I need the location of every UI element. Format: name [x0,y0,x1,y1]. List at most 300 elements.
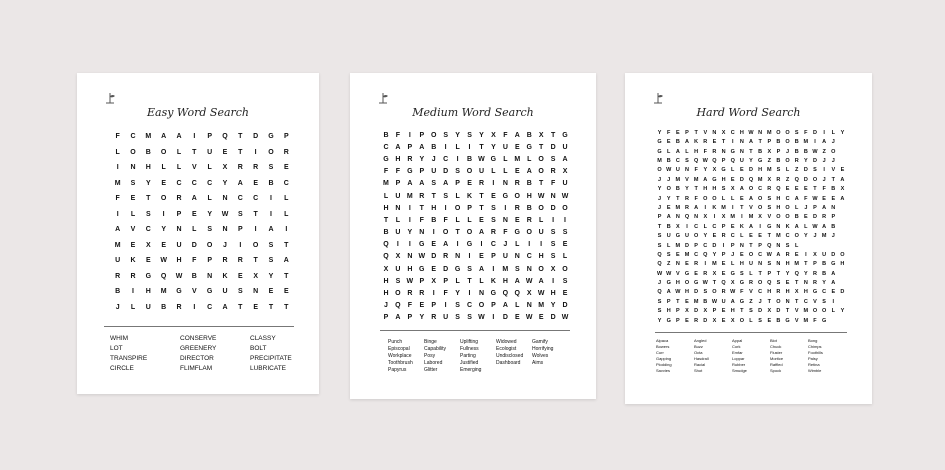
grid-letter: W [812,195,818,202]
grid-letter: A [407,180,413,188]
grid-letter: H [395,155,401,163]
grid-letter: S [813,167,817,174]
grid-letter: R [749,280,753,287]
grid-letter: K [130,257,136,265]
grid-letter: T [740,204,744,211]
bird-on-branch-logo [652,91,664,105]
grid-letter: E [758,233,762,240]
word-list-item: Curr [656,350,664,355]
word-list-item: LUBRICATE [250,365,286,372]
grid-letter: X [491,131,496,139]
grid-letter: L [515,302,520,310]
grid-letter: R [703,139,708,146]
grid-letter: S [467,131,472,139]
word-list-item: Labored [424,360,443,366]
grid-letter: H [721,176,726,183]
word-list-item: WHIM [110,335,129,342]
grid-letter: S [467,314,472,322]
grid-letter: O [268,148,274,156]
grid-letter: F [804,195,808,202]
word-list-item: Widowed [496,339,517,345]
grid-letter: V [703,129,708,136]
grid-letter: E [685,261,689,268]
word-list-item: Foothills [808,350,823,355]
grid-letter: U [395,229,401,237]
word-list-item: Justified [460,360,479,366]
grid-letter: B [666,223,671,230]
grid-letter: O [712,195,717,202]
grid-letter: E [666,139,671,146]
grid-letter: A [526,168,532,176]
grid-letter: M [502,265,509,273]
grid-letter: H [785,289,790,296]
grid-letter: H [502,277,508,285]
grid-letter: C [730,233,735,240]
grid-letter: O [252,241,259,249]
grid-letter: L [284,195,289,203]
grid-letter: T [740,308,744,315]
grid-letter: W [766,251,772,258]
grid-letter: J [831,139,835,146]
grid-letter: G [176,288,182,296]
grid-letter: O [785,214,790,221]
grid-letter: O [657,167,662,174]
grid-letter: I [162,210,165,218]
grid-letter: I [254,226,257,234]
grid-letter: W [561,314,569,322]
grid-letter: L [455,277,460,285]
grid-letter: S [657,233,662,240]
grid-letter: M [675,176,681,183]
grid-letter: J [822,176,826,183]
grid-letter: P [431,302,437,310]
grid-letter: M [514,155,521,163]
grid-letter: G [821,317,827,324]
grid-letter: R [776,176,781,183]
grid-letter: E [253,179,258,187]
grid-letter: X [813,251,817,258]
word-list-item: Binge [424,339,437,345]
word-list-item: PRECIPITATE [250,355,292,362]
grid-letter: X [721,214,726,221]
grid-letter: P [721,158,726,165]
grid-letter: L [395,216,401,224]
grid-letter: M [748,214,754,221]
grid-letter: E [676,129,680,136]
grid-letter: E [721,270,726,277]
grid-letter: X [794,289,799,296]
word-list-item: Bong [808,338,818,343]
grid-letter: T [795,280,799,287]
page-title: Easy Word Search [146,106,250,119]
grid-letter: M [114,241,121,249]
grid-letter: R [443,253,449,261]
grid-letter: I [408,216,411,224]
grid-letter: A [794,195,799,202]
word-list-item: Fluster [770,350,783,355]
grid-letter: S [550,241,556,249]
grid-letter: B [666,158,671,165]
grid-letter: Q [693,158,699,165]
grid-letter: D [813,129,817,136]
grid-letter: S [550,155,556,163]
grid-letter: G [514,229,520,237]
word-list-item: Alpaca [656,338,669,343]
grid-letter: R [115,272,121,280]
grid-letter: D [739,176,744,183]
grid-letter: X [395,253,401,261]
divider [380,330,570,331]
grid-letter: I [239,241,242,249]
grid-letter: M [657,158,662,165]
grid-letter: C [526,253,532,261]
grid-letter: B [794,148,799,155]
word-list-item: Mortice [770,356,784,361]
grid-letter: O [160,148,167,156]
grid-letter: O [785,204,790,211]
grid-letter: T [431,192,436,200]
grid-letter: A [443,180,449,188]
grid-letter: L [176,148,182,156]
grid-letter: U [502,143,508,151]
grid-letter: F [443,216,448,224]
word-list-item: Chimps [808,344,822,349]
grid-letter: A [502,302,508,310]
grid-letter: G [721,167,726,174]
grid-letter: L [731,167,735,174]
grid-letter: Y [550,302,556,310]
grid-letter: E [514,168,520,176]
grid-letter: Y [491,143,496,151]
grid-letter: S [776,280,781,287]
word-list-item: Plodding [656,362,672,367]
grid-letter: E [145,257,151,265]
grid-letter: G [812,289,818,296]
word-list-item: Loppar [732,356,745,361]
grid-letter: A [478,229,484,237]
grid-letter: V [749,289,753,296]
grid-letter: I [396,241,399,249]
grid-letter: D [840,289,845,296]
grid-letter: F [395,131,401,139]
grid-letter: T [721,139,726,146]
grid-letter: H [840,261,845,268]
word-list-item: Papyrus [388,367,407,373]
grid-letter: D [550,314,556,322]
grid-letter: A [703,176,708,183]
grid-letter: I [116,210,119,218]
worksheet-easy [77,73,319,394]
grid-letter: Y [657,186,662,193]
grid-letter: L [467,216,472,224]
word-list-item: Shot [694,368,703,373]
grid-letter: T [192,148,197,156]
word-list-item: Racial [694,362,706,367]
grid-letter: A [776,251,781,258]
grid-letter: I [731,204,734,211]
grid-letter: X [145,241,151,249]
grid-letter: A [562,155,568,163]
grid-letter: B [191,272,197,280]
grid-letter: B [803,148,808,155]
grid-letter: H [550,290,556,298]
grid-letter: G [145,272,152,280]
grid-letter: Q [502,290,509,298]
grid-letter: A [514,277,520,285]
grid-letter: T [238,133,243,141]
grid-letter: F [740,289,744,296]
word-list-item: CLASSY [250,335,276,342]
word-list-item: DIRECTOR [180,355,214,362]
grid-letter: L [455,216,460,224]
grid-letter: W [666,167,672,174]
grid-letter: J [503,241,508,249]
grid-letter: A [419,180,425,188]
grid-letter: S [822,298,826,305]
grid-letter: N [526,265,532,273]
grid-letter: U [502,253,508,261]
grid-letter: E [514,216,520,224]
grid-letter: T [238,148,243,156]
grid-letter: Y [703,167,708,174]
grid-letter: B [831,186,836,193]
grid-letter: I [456,241,459,249]
grid-letter: I [814,139,816,146]
grid-letter: U [675,167,680,174]
grid-letter: P [491,253,496,261]
grid-letter: P [207,133,212,141]
word-list-item: TRANSPIRE [110,355,148,362]
grid-letter: X [758,214,762,221]
grid-letter: X [703,308,708,315]
grid-letter: D [703,317,708,324]
grid-letter: P [443,277,448,285]
grid-letter: E [130,195,136,203]
grid-letter: W [666,270,672,277]
grid-letter: A [419,143,425,151]
grid-letter: E [237,272,243,280]
grid-letter: S [395,277,401,285]
grid-letter: N [803,280,808,287]
grid-letter: N [419,229,425,237]
grid-letter: G [739,280,744,287]
grid-letter: N [694,214,699,221]
grid-letter: A [222,303,228,311]
grid-letter: H [776,195,781,202]
bird-on-branch-logo [104,91,116,105]
grid-letter: P [676,308,680,315]
grid-letter: T [804,261,808,268]
grid-letter: Q [721,280,726,287]
grid-letter: F [419,216,424,224]
grid-letter: N [739,148,744,155]
grid-letter: T [467,277,472,285]
grid-letter: P [657,214,662,221]
grid-letter: N [785,298,790,305]
grid-letter: O [538,168,544,176]
grid-letter: G [785,317,790,324]
word-list-item: Savvies [656,368,671,373]
grid-letter: E [431,265,437,273]
word-list-item: Wolves [532,353,549,359]
grid-letter: S [237,288,243,296]
grid-letter: R [694,317,699,324]
grid-letter: V [794,317,799,324]
grid-letter: I [564,216,566,224]
word-list-item: Gapping [656,356,672,361]
grid-letter: O [757,204,763,211]
grid-letter: O [739,317,744,324]
grid-letter: K [739,223,744,230]
grid-letter: J [758,298,762,305]
grid-letter: J [804,204,808,211]
grid-letter: C [237,195,243,203]
grid-letter: O [206,241,213,249]
grid-letter: I [116,164,119,172]
grid-letter: E [479,253,484,261]
word-list-item: Appal [732,338,743,343]
grid-letter: A [730,298,735,305]
grid-letter: L [284,210,289,218]
grid-letter: R [176,303,182,311]
grid-letter: S [721,186,726,193]
page-title: Medium Word Search [412,106,534,119]
grid-letter: T [749,148,753,155]
word-list-item: Dashboard [496,360,521,366]
grid-letter: H [803,289,808,296]
grid-letter: A [115,226,121,234]
grid-letter: O [840,251,845,258]
word-list-item: Emfar [732,350,743,355]
grid-letter: A [675,148,680,155]
grid-letter: R [767,186,772,193]
grid-letter: J [731,251,735,258]
grid-letter: C [145,226,151,234]
grid-letter: Q [383,241,389,249]
grid-letter: K [490,277,496,285]
grid-letter: S [794,129,799,136]
grid-letter: V [749,204,753,211]
grid-letter: R [407,290,413,298]
grid-letter: H [712,186,717,193]
grid-letter: B [703,298,708,305]
grid-letter: B [431,143,437,151]
grid-letter: N [395,204,401,212]
grid-letter: T [146,195,151,203]
grid-letter: P [776,148,781,155]
grid-letter: H [176,257,182,265]
grid-letter: I [832,298,835,305]
grid-letter: E [694,270,698,277]
grid-letter: C [130,133,136,141]
grid-letter: G [693,280,699,287]
grid-letter: J [658,280,662,287]
grid-letter: O [538,204,544,212]
grid-letter: O [454,204,461,212]
grid-letter: G [407,168,413,176]
grid-letter: M [794,261,799,268]
grid-letter: O [703,195,708,202]
grid-letter: W [478,314,485,322]
grid-letter: H [758,167,763,174]
grid-letter: D [253,133,259,141]
grid-letter: B [758,148,763,155]
grid-letter: R [794,158,799,165]
grid-letter: S [455,314,460,322]
grid-letter: F [703,148,707,155]
grid-letter: U [562,143,568,151]
grid-letter: S [740,270,744,277]
grid-letter: L [831,129,835,136]
grid-letter: P [721,251,726,258]
grid-letter: F [813,317,817,324]
grid-letter: S [268,241,274,249]
grid-letter: I [270,210,272,218]
grid-letter: X [685,308,689,315]
grid-letter: A [666,214,671,221]
grid-letter: Y [804,158,808,165]
grid-letter: L [491,168,496,176]
grid-letter: S [145,210,151,218]
grid-letter: Y [840,308,845,315]
grid-letter: L [503,155,508,163]
grid-letter: L [749,317,753,324]
grid-letter: D [813,214,817,221]
grid-letter: U [395,192,401,200]
grid-letter: M [684,251,690,258]
grid-letter: O [748,251,754,258]
grid-letter: U [666,233,671,240]
grid-letter: S [685,158,689,165]
grid-letter: T [479,204,484,212]
grid-letter: L [503,168,508,176]
grid-letter: X [730,186,735,193]
grid-letter: G [206,288,213,296]
grid-letter: O [666,186,671,193]
grid-letter: S [666,251,671,258]
grid-letter: G [831,261,836,268]
grid-letter: Q [767,280,772,287]
grid-letter: E [479,216,484,224]
grid-letter: M [803,317,809,324]
grid-letter: I [552,216,555,224]
grid-letter: C [703,242,708,249]
grid-letter: R [237,164,243,172]
word-list-item: Raffled [770,362,783,367]
grid-letter: B [526,131,532,139]
grid-letter: O [776,214,781,221]
grid-letter: B [268,179,274,187]
grid-letter: G [666,317,671,324]
grid-letter: I [254,148,257,156]
grid-letter: F [667,129,671,136]
grid-letter: X [538,131,544,139]
grid-letter: R [822,214,827,221]
grid-letter: Q [712,158,717,165]
grid-letter: G [739,298,744,305]
grid-letter: P [419,168,425,176]
grid-letter: C [758,289,763,296]
grid-letter: S [703,289,708,296]
grid-letter: D [803,176,808,183]
grid-letter: Q [748,176,754,183]
grid-letter: V [794,308,799,315]
word-list-item: Aims [532,360,544,366]
grid-letter: I [132,288,134,296]
grid-letter: A [840,176,845,183]
grid-letter: I [408,241,411,249]
grid-letter: X [676,223,680,230]
